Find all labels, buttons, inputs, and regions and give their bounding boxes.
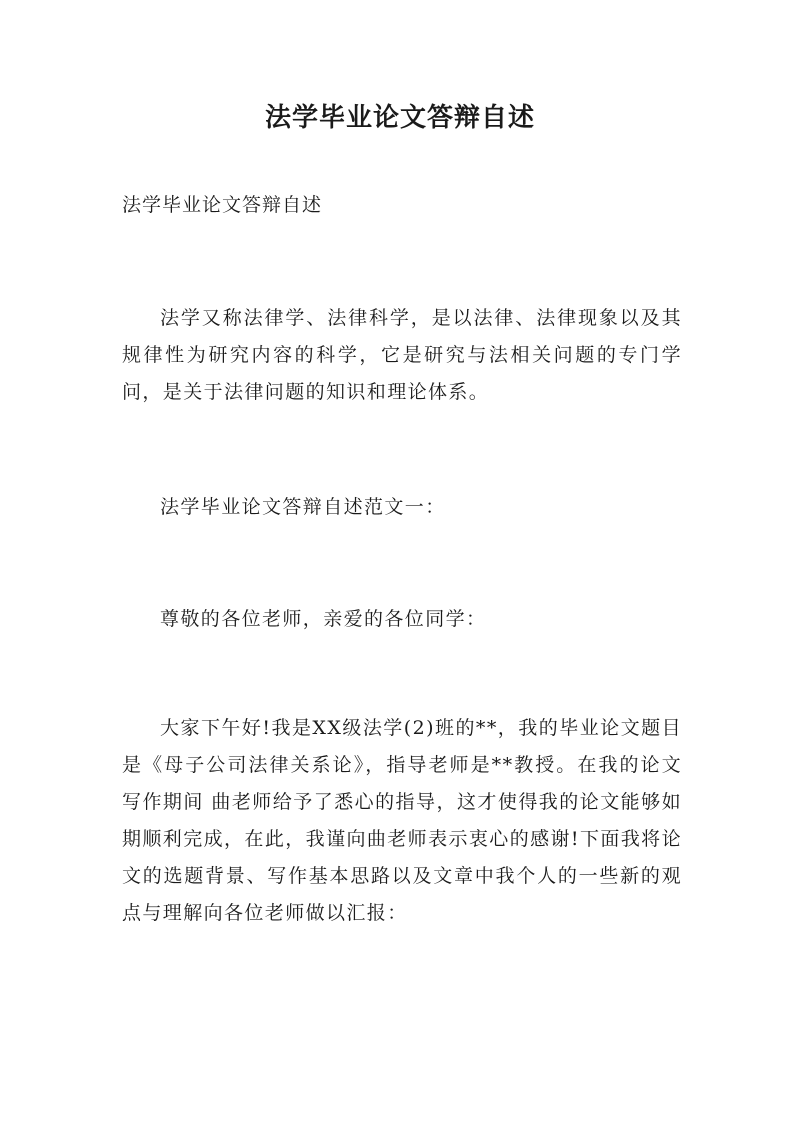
paragraph-intro: 法学又称法律学、法律科学，是以法律、法律现象以及其规律性为研究内容的科学，它是研究与法相关问题的专门学问，是关于法律问题的知识和理论体系。 — [122, 307, 682, 403]
paragraph-sample-heading: 法学毕业论文答辩自述范文一： — [160, 496, 446, 518]
document-title: 法学毕业论文答辩自述 — [264, 103, 535, 133]
paragraph-greeting: 尊敬的各位老师，亲爱的各位同学： — [160, 608, 487, 630]
paragraph-self-introduction: 大家下午好!我是XX级法学(2)班的**，我的毕业论文题目是《母子公司法律关系论》，指导老师是**教授。在我的论文写作期间 曲老师给予了悉心的指导，这才使得我的论文能够如期顺利完成，在此，我谨向曲老师表示衷心的感谢!下面我将论文的选题背景、写作基本思路以及文章中我个人的一些新的观点与理解向各位老师做以汇报： — [122, 717, 682, 924]
document-subtitle: 法学毕业论文答辩自述 — [122, 194, 323, 216]
